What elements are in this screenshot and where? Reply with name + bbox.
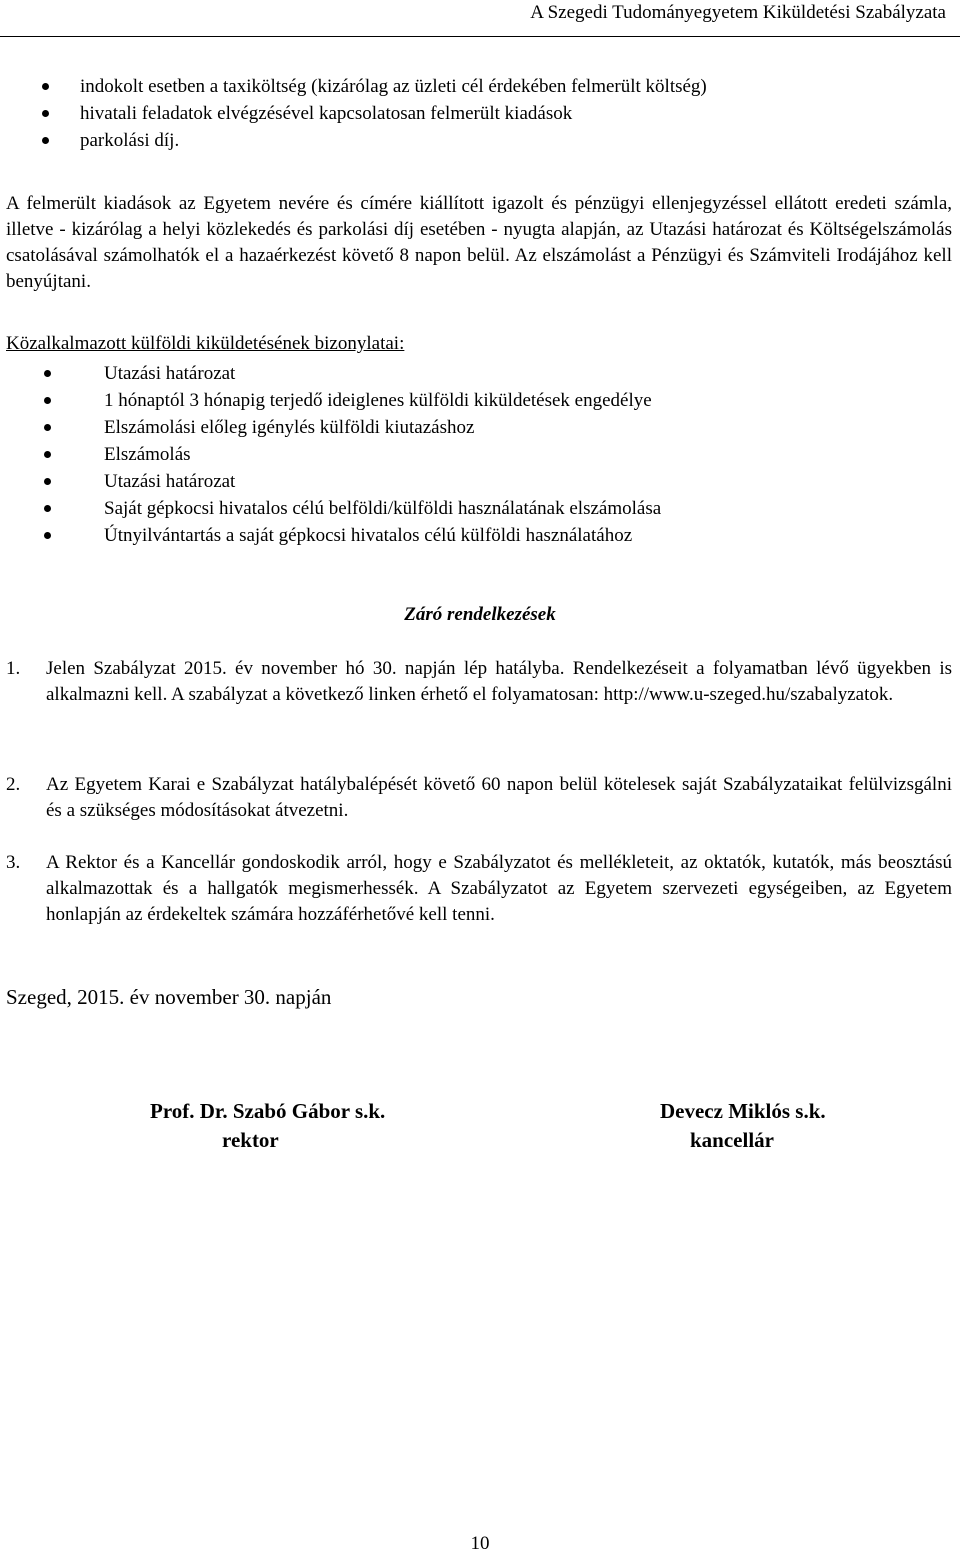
documents-list [104,360,944,549]
signatory-name: Devecz Miklós s.k. [660,1099,826,1123]
bullet-icon [44,478,51,485]
provision-number: 3. [6,852,21,873]
provision-text: Jelen Szabályzat 2015. év november hó 30. napján lép hatályba. Rendelkezéseit a folyamatban lévő ügyekben is alkalmazni kell. A szabályzat a következő linken érhető el folyamatosan: http://www.u-szeged.hu/szabalyzatok. [46,658,952,705]
page-header [0,0,946,36]
bullet-icon [44,532,51,539]
documents-heading: Közalkalmazott külföldi kiküldetésének bizonylatai: [6,333,405,354]
expenses-paragraph: A felmerült kiadások az Egyetem nevére és címére kiállított igazolt és pénzügyi ellenjegyzéssel ellátott eredeti számla, illetve - kizárólag a helyi közlekedés és parkolási díj esetében - nyugta alapján, az Utazási határozat és Költségelszámolás csatolásával számolhatók el a hazaérkezést követő 8 napon belül. Az elszámolást a Pénzügyi és Számviteli Irodájához kell benyújtani. [6,193,952,292]
expense-items-list [80,73,940,154]
list-item: indokolt esetben a taxiköltség (kizárólag az üzleti cél érdekében felmerült költség) [80,73,940,100]
bullet-icon [42,83,49,90]
list-item: parkolási díj. [80,127,940,154]
bullet-icon [42,110,49,117]
closing-provisions-title: Záró rendelkezések [404,604,556,625]
list-item: Elszámolási előleg igénylés külföldi kiutazáshoz [104,414,944,441]
list-item: Utazási határozat [104,360,944,387]
list-item: Elszámolás [104,441,944,468]
list-item: Utazási határozat [104,468,944,495]
provision-number: 1. [6,658,21,679]
signatory-name: Prof. Dr. Szabó Gábor s.k. [150,1099,386,1123]
list-item: Útnyilvántartás a saját gépkocsi hivatalos célú külföldi használatához [104,522,944,549]
bullet-icon [44,397,51,404]
provision-2 [6,772,952,824]
signatory-role: rektor [222,1128,279,1152]
provision-1 [6,656,952,708]
header-divider [0,36,960,37]
bullet-icon [44,370,51,377]
page-number: 10 [470,1533,490,1554]
signature-chancellor [660,1097,940,1155]
provision-text: A Rektor és a Kancellár gondoskodik arról, hogy e Szabályzatot és mellékleteit, az oktatók, kutatók, más beosztású alkalmazottak és a hallgatók megismerhessék. A Szabályzatot az Egyetem szervezeti egységeiben, az Egyetem honlapján az érdekeltek számára hozzáférhetővé kell tenni. [46,852,952,925]
provision-3 [6,850,952,928]
bullet-icon [44,424,51,431]
bullet-icon [44,505,51,512]
signatory-role: kancellár [690,1128,774,1152]
header-title: A Szegedi Tudományegyetem Kiküldetési Szabályzata [530,2,946,23]
list-item: hivatali feladatok elvégzésével kapcsolatosan felmerült kiadások [80,100,940,127]
provision-text: Az Egyetem Karai e Szabályzat hatálybalépését követő 60 napon belül kötelesek saját Szabályzataikat felülvizsgálni és a szükséges módosításokat átvezetni. [46,774,952,821]
list-item: 1 hónaptól 3 hónapig terjedő ideiglenes külföldi kiküldetések engedélye [104,387,944,414]
signature-rector [150,1097,450,1155]
list-item: Saját gépkocsi hivatalos célú belföldi/külföldi használatának elszámolása [104,495,944,522]
provision-number: 2. [6,774,21,795]
bullet-icon [44,451,51,458]
place-date: Szeged, 2015. év november 30. napján [6,985,332,1009]
bullet-icon [42,137,49,144]
